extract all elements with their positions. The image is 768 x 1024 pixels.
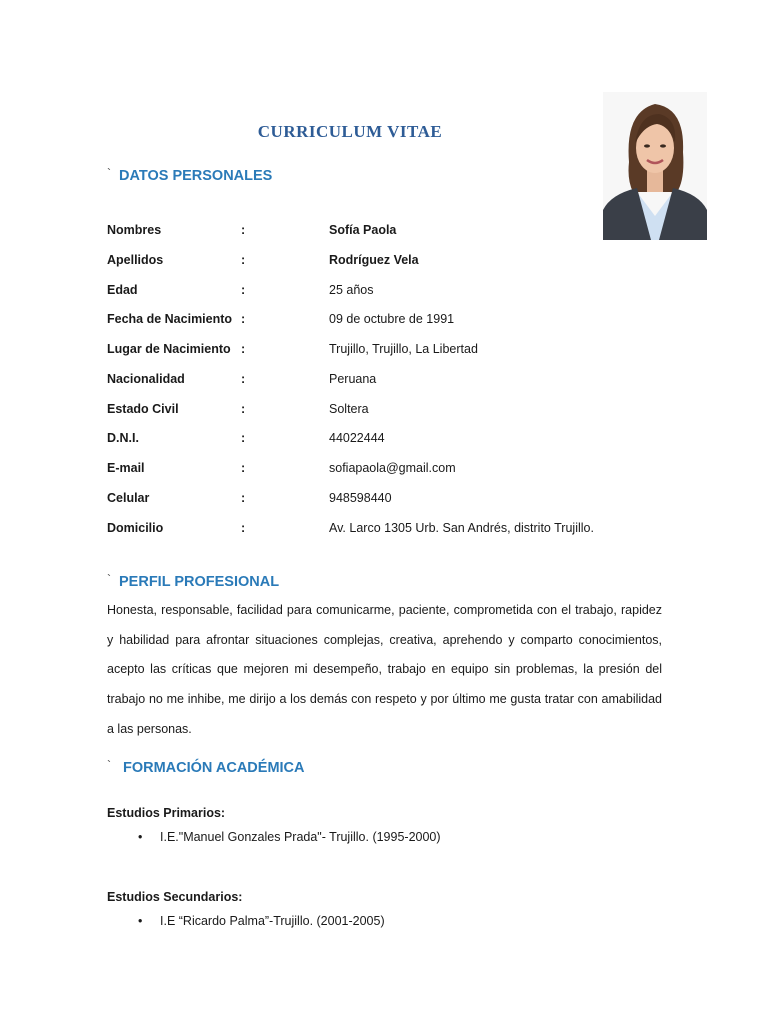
list-item	[138, 914, 385, 928]
profile-photo	[603, 92, 707, 240]
field-colon: :	[241, 253, 246, 267]
field-value: Trujillo, Trujillo, La Libertad	[329, 342, 478, 356]
field-value: 25 años	[329, 283, 374, 297]
field-value: 44022444	[329, 431, 385, 445]
field-label: Domicilio	[107, 521, 164, 535]
field-label: D.N.I.	[107, 431, 139, 445]
tick-mark: `	[107, 572, 111, 586]
field-value: Rodríguez Vela	[329, 253, 419, 267]
field-value: sofiapaola@gmail.com	[329, 461, 456, 475]
document-title: CURRICULUM VITAE	[257, 122, 443, 141]
profile-photo-illustration	[603, 92, 707, 240]
list-item-text: I.E."Manuel Gonzales Prada"- Trujillo. (1995-2000)	[160, 830, 441, 844]
field-label: Celular	[107, 491, 150, 505]
field-colon: :	[241, 402, 246, 416]
field-label: E-mail	[107, 461, 145, 475]
field-value: 09 de octubre de 1991	[329, 312, 455, 326]
field-value: Peruana	[329, 372, 377, 386]
tick-mark: `	[107, 758, 111, 772]
profile-paragraph: Honesta, responsable, facilidad para comunicarme, paciente, comprometida con el trabajo, rapidez y habilidad para afrontar situaciones complejas, creativa, aprehendo y comparto conocimientos, acepto las críticas que mejoren mi desempeño, trabajo en equipo sin problemas, la presión del trabajo no me inhibe, me dirijo a los demás con respeto y por último me gusta tratar con amabilidad a las personas.	[107, 603, 662, 736]
field-label: Nombres	[107, 223, 162, 237]
field-colon: :	[241, 312, 246, 326]
field-label: Estado Civil	[107, 402, 179, 416]
field-colon: :	[241, 223, 246, 237]
primary-studies-title: Estudios Primarios:	[107, 806, 226, 820]
field-colon: :	[241, 372, 246, 386]
field-colon: :	[241, 283, 246, 297]
field-label: Fecha de Nacimiento	[107, 312, 233, 326]
field-label: Edad	[107, 283, 138, 297]
heading-formacion-academica: FORMACIÓN ACADÉMICA	[123, 760, 305, 776]
field-colon: :	[241, 521, 246, 535]
bullet-icon: •	[138, 830, 143, 844]
field-value: Sofía Paola	[329, 223, 397, 237]
secondary-studies-title: Estudios Secundarios:	[107, 890, 243, 904]
field-value: 948598440	[329, 491, 392, 505]
field-colon: :	[241, 342, 246, 356]
field-colon: :	[241, 461, 246, 475]
field-label: Nacionalidad	[107, 372, 185, 386]
field-value: Av. Larco 1305 Urb. San Andrés, distrito Trujillo.	[329, 521, 594, 535]
list-item-text: I.E “Ricardo Palma”-Trujillo. (2001-2005)	[160, 914, 385, 928]
field-label: Lugar de Nacimiento	[107, 342, 231, 356]
list-item	[138, 830, 441, 844]
field-value: Soltera	[329, 402, 369, 416]
field-colon: :	[241, 491, 246, 505]
heading-perfil-profesional: PERFIL PROFESIONAL	[119, 574, 280, 590]
field-colon: :	[241, 431, 246, 445]
heading-datos-personales: DATOS PERSONALES	[119, 168, 273, 184]
tick-mark: `	[107, 166, 111, 180]
field-label: Apellidos	[107, 253, 164, 267]
bullet-icon: •	[138, 914, 143, 928]
